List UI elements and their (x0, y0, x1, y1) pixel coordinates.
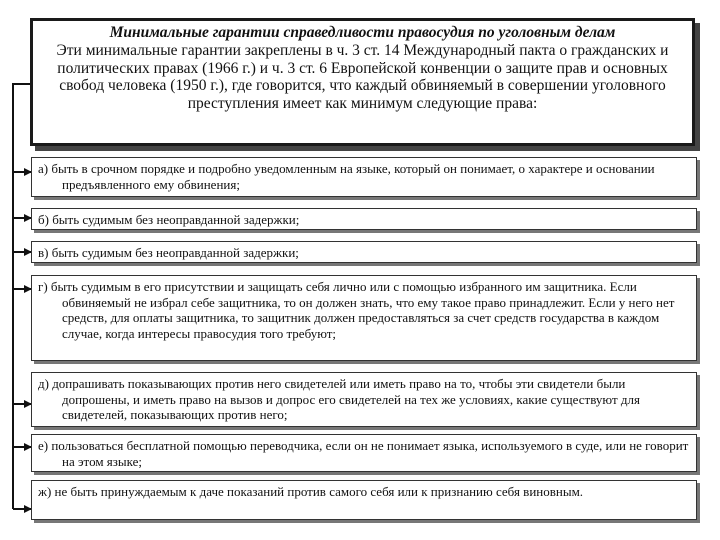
right-item-text: е) пользоваться бесплатной помощью переводчика, если он не понимает языка, используемого в суде, или не говорит на этом языке; (38, 438, 689, 469)
right-item-text: а) быть в срочном порядке и подробно уведомленным на языке, который он понимает, о характере и основании предъявленного ему обвинения; (38, 161, 655, 192)
header-box (30, 18, 695, 146)
right-item-e (31, 434, 697, 472)
right-item-text: б) быть судимым без неоправданной задержки; (38, 212, 300, 227)
right-item-d (31, 372, 697, 427)
right-item-v (31, 241, 697, 263)
right-item-g (31, 275, 697, 361)
right-item-a (31, 157, 697, 197)
right-item-text: ж) не быть принуждаемым к даче показаний против самого себя или к признанию себя виновным. (38, 484, 584, 499)
right-item-text: г) быть судимым в его присутствии и защищать себя лично или с помощью избранного им защитника. Если обвиняемый не избрал себе защитника, то он должен знать, что ему такое право принадлежит. Если у него нет средств, для оплаты защитника, то защитник должен предоставляться за счет средств государства в каждом случае, когда интересы правосудия того требуют; (38, 279, 675, 341)
header-body: Эти минимальные гарантии закреплены в ч. 3 ст. 14 Международный пакта о гражданских и политических правах (1966 г.) и ч. 3 ст. 6 Европейской конвенции о защите прав и основных свобод человека (1950 г.), где говорится, что каждый обвиняемый в совершении уголовного преступления имеет как минимум следующие права: (56, 42, 669, 112)
right-item-text: в) быть судимым без неоправданной задержки; (38, 245, 299, 260)
header-title: Минимальные гарантии справедливости правосудия по уголовным делам (109, 24, 616, 41)
bracket-top-line (13, 84, 32, 509)
right-item-b (31, 208, 697, 230)
right-item-zh (31, 480, 697, 520)
right-item-text: д) допрашивать показывающих против него свидетелей или иметь право на то, чтобы эти свидетели были допрошены, и иметь право на вызов и допрос его свидетелей на тех же условиях, какие существуют для свидетелей, показывающих против него; (38, 376, 640, 422)
